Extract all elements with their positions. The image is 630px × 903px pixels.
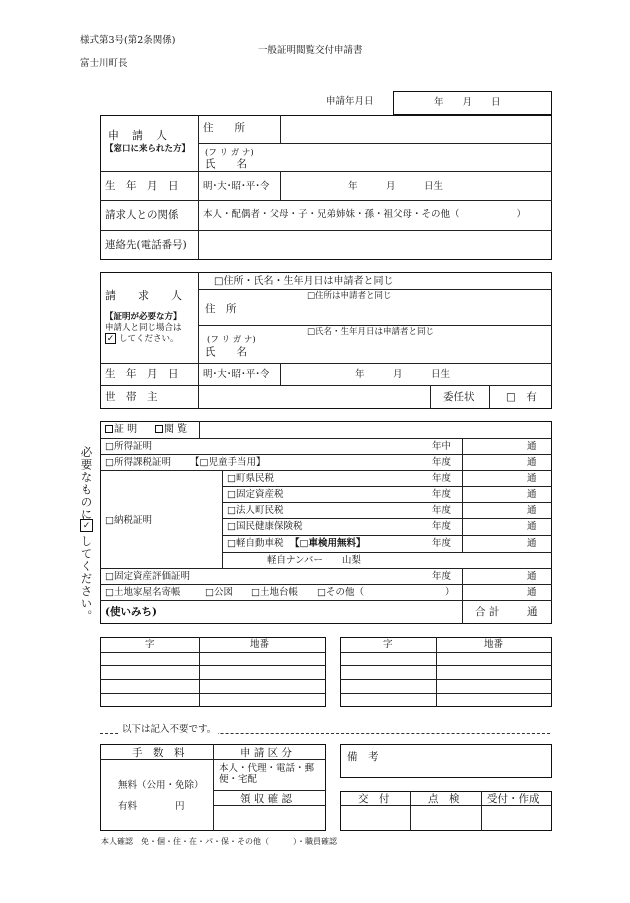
claimant-note2: してください。	[119, 334, 179, 344]
land-register-checkbox[interactable]: □土地家屋名寄帳	[105, 587, 181, 598]
claimant-birth-label: 生 年 月 日	[105, 368, 179, 380]
other-close-paren: ）	[445, 587, 455, 598]
same-name-checkbox[interactable]: □氏名・生年月日は申請者と同じ	[307, 327, 435, 337]
tsu-label: 通	[527, 587, 537, 598]
addressee: 富士川町長	[80, 58, 128, 69]
applicant-birth-value: 年 月 日生	[348, 181, 444, 192]
vehicle-inspection-checkbox[interactable]: 【□車検用無料】	[290, 538, 366, 549]
office-use-notice: 以下は記入不要です。	[122, 724, 217, 735]
applicant-sub: 【窓口に来られた方】	[105, 144, 191, 154]
lot-aza-header: 字	[383, 639, 393, 650]
proxy-label: 委任状	[443, 391, 475, 403]
receipt-label: 領 収 確 認	[240, 793, 293, 805]
fee-paid: 有料 円	[118, 801, 185, 812]
income-tsu: 通	[527, 441, 537, 452]
accept-label: 受付・作成	[487, 793, 540, 805]
town-tax-checkbox[interactable]: □町県民税	[227, 473, 274, 484]
income-cert-checkbox[interactable]: □所得証明	[105, 441, 152, 452]
nendo-label: 年度	[432, 538, 452, 549]
household-label: 世 帯 主	[105, 391, 158, 403]
claimant-note1: 申請人と同じ場合は	[105, 323, 182, 333]
claimant-birth-value: 年 月 日生	[355, 369, 451, 380]
relation-options[interactable]: 本人・配偶者・父母・子・兄弟姉妹・孫・祖父母・その他（ ）	[203, 209, 527, 220]
fee-label: 手 数 料	[132, 747, 185, 759]
request-type-label: 申 請 区 分	[240, 747, 293, 759]
applicant-era: 明･大･昭･平･令	[203, 181, 270, 192]
claimant-name-label: 氏 名	[205, 346, 247, 358]
applicant-furigana-label: (フ リ ガ ナ)	[205, 148, 254, 158]
child-allowance-checkbox[interactable]: 【□児童手当用】	[190, 457, 266, 468]
applicant-label: 申 請 人	[108, 129, 168, 142]
claimant-label: 請 求 人	[105, 289, 182, 302]
contact-label: 連絡先(電話番号)	[105, 239, 187, 251]
nendo-label: 年度	[432, 571, 452, 582]
nendo-label: 年度	[432, 505, 452, 516]
claimant-address-label: 住 所	[205, 303, 237, 315]
applicant-birth-label: 生 年 月 日	[105, 180, 179, 192]
id-check-line: 本人確認 免・個・住・在・パ・保・その他（ ）・職員確認	[101, 837, 337, 846]
nendo-label: 年度	[432, 473, 452, 484]
lot-chiban-header: 地番	[484, 639, 504, 650]
fee-free: 無料（公用・免除）	[118, 780, 204, 791]
land-ledger-checkbox[interactable]: □土地台帳	[251, 587, 298, 598]
health-insurance-tax-checkbox[interactable]: □国民健康保険税	[227, 521, 303, 532]
proxy-checkbox[interactable]: □ 有	[506, 391, 537, 403]
corporate-tax-checkbox[interactable]: □法人町民税	[227, 505, 284, 516]
nendo-label: 年度	[432, 489, 452, 500]
date-label: 申請年月日	[326, 96, 374, 107]
tsu-label: 通	[527, 571, 537, 582]
claimant-sub: 【証明が必要な方】	[105, 312, 182, 322]
date-field[interactable]: 年 月 日	[393, 91, 552, 115]
income-tax-cert-checkbox[interactable]: □所得課税証明	[105, 457, 171, 468]
light-vehicle-tax-checkbox[interactable]: □軽自動車税	[227, 538, 284, 549]
lot-table-right	[340, 637, 552, 707]
fixed-asset-tax-checkbox[interactable]: □固定資産税	[227, 489, 284, 500]
tsu-label: 通	[527, 505, 537, 516]
tsu-label: 通	[527, 473, 537, 484]
lot-table-left	[100, 637, 326, 707]
issue-label: 交 付	[358, 793, 390, 805]
income-tax-nendo: 年度	[432, 457, 452, 468]
tsu-label: 通	[527, 538, 537, 549]
same-address-checkbox[interactable]: □住所は申請者と同じ	[307, 291, 392, 301]
applicant-address-label: 住 所	[203, 122, 245, 134]
cert-checkbox[interactable]: 証 明	[105, 425, 137, 435]
side-note-after: してください。	[79, 535, 94, 623]
request-type-options: 本人・代理・電話・郵便・宅配	[219, 763, 315, 785]
income-nenchu: 年中	[432, 441, 452, 452]
contact-input[interactable]	[200, 232, 550, 258]
fixed-asset-valuation-checkbox[interactable]: □固定資産評価証明	[105, 571, 190, 582]
form-number: 様式第3号(第2条関係)	[80, 35, 176, 46]
claimant-era: 明･大･昭･平･令	[203, 369, 270, 380]
remarks-label: 備 考	[347, 751, 379, 763]
relation-label: 請求人との関係	[105, 209, 179, 221]
check-label: 点 検	[428, 793, 460, 805]
cadastral-map-checkbox[interactable]: □公図	[205, 587, 233, 598]
lot-aza-header: 字	[145, 639, 155, 650]
total-tsu: 通	[527, 606, 538, 618]
side-note-before: 必要なものに	[79, 446, 94, 521]
applicant-name-label: 氏 名	[205, 158, 247, 170]
total-label: 合 計	[475, 606, 500, 618]
check-mark-icon: ✓	[106, 334, 115, 344]
lot-chiban-header: 地番	[250, 639, 270, 650]
light-vehicle-plate: 軽自ナンバー 山梨	[267, 555, 361, 566]
income-tax-tsu: 通	[527, 457, 537, 468]
same-all-checkbox[interactable]: □住所・氏名・生年月日は申請者と同じ	[214, 276, 394, 287]
other-checkbox[interactable]: □その他（	[317, 587, 364, 598]
form-title: 一般証明閲覧交付申請書	[258, 45, 363, 56]
tsu-label: 通	[527, 521, 537, 532]
view-checkbox[interactable]: 閲 覧	[155, 425, 187, 435]
nendo-label: 年度	[432, 521, 452, 532]
tax-payment-checkbox[interactable]: □納税証明	[105, 515, 152, 526]
claimant-furigana-label: (フ リ ガ ナ)	[207, 335, 256, 345]
side-check-icon: ✓	[80, 519, 93, 532]
tsu-label: 通	[527, 489, 537, 500]
usage-label: (使いみち)	[105, 606, 157, 618]
